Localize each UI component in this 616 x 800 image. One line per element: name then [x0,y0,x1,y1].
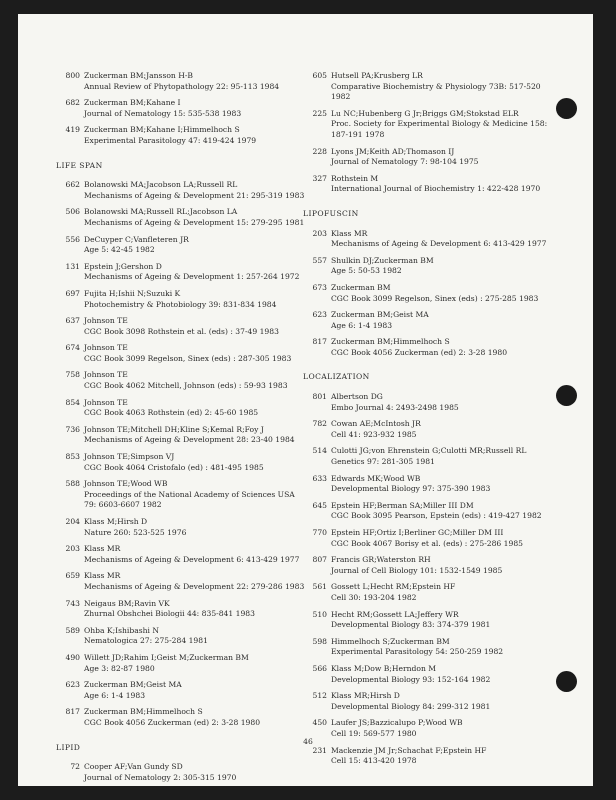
citation-entry [56,289,288,310]
citation-number: 853 [65,452,80,462]
citation-number: 512 [312,691,327,701]
citation-text [80,98,288,119]
citation-number: 758 [65,370,80,380]
citation-text [327,528,565,549]
citation-number: 623 [65,680,80,690]
citation-entry [56,599,288,620]
citation-entry [56,125,288,146]
citation-source: CGC Book 4063 Rothstein (ed) 2: 45-60 1985 [84,408,259,418]
citation-source: Comparative Biochemistry & Physiology 73B: 517-520 [331,81,541,91]
citation-source: Developmental Biology 97: 375-390 1983 [331,484,491,494]
left-column [56,71,305,789]
citation-source: 79: 6603-6607 1982 [84,500,162,510]
citation-text [327,664,565,685]
citation-authors: Willett JD;Rahim I;Geist M;Zuckerman BM [84,652,249,662]
page-number: 46 [303,737,313,746]
citation-text [80,707,288,728]
citation-number: 817 [65,707,80,717]
section-heading: LIPOFUSCIN [303,208,359,218]
citation-text [327,283,565,304]
citation-entry [56,370,288,391]
citation-number: 682 [65,98,80,108]
citation-source: Experimental Parasitology 47: 419-424 1979 [84,135,257,145]
citation-source: CGC Book 4067 Borisy et al. (eds) : 275-286 1985 [331,538,523,548]
citation-authors: Johnson TE [84,343,128,353]
citation-text [80,316,288,337]
citation-number: 490 [65,652,80,662]
citation-text [80,262,299,283]
citation-number: 770 [312,528,327,537]
citation-text [80,71,288,92]
citation-source: Developmental Biology 83: 374-379 1981 [331,620,491,630]
citation-source: Proceedings of the National Academy of Sciences USA [84,489,295,499]
citation-source: Mechanisms of Ageing & Development 21: 295-319 1983 [84,190,305,200]
citation-entry [303,501,565,522]
citation-authors: Zuckerman BM;Kahane I;Himmelhoch S [84,125,240,135]
citation-authors: Mackenzie JM Jr;Schachat F;Epstein HF [331,745,487,755]
citation-entry [56,207,305,228]
citation-authors: Epstein HF;Berman SA;Miller III DM [331,500,474,510]
citation-number: 327 [312,173,327,183]
citation-authors: Klass MR;Hirsh D [331,691,400,701]
citation-number: 561 [312,582,327,592]
citation-number: 659 [65,571,80,581]
citation-number: 605 [312,71,327,80]
citation-entry [303,446,565,467]
citation-text [80,370,288,391]
citation-source: CGC Book 4056 Zuckerman (ed) 2: 3-28 1980 [331,347,508,357]
citation-authors: Albertson DG [331,392,383,402]
citation-number: 514 [312,446,327,456]
citation-authors: Johnson TE [84,370,128,380]
citation-number: 228 [312,146,327,156]
citation-authors: Zuckerman BM;Himmelhoch S [84,707,203,717]
citation-source: Mechanisms of Ageing & Development 1: 257-264 1972 [84,272,300,282]
citation-entry [56,479,295,511]
citation-entry [56,424,295,446]
citation-authors: Zuckerman BM;Geist MA [84,680,182,690]
citation-number: 673 [312,282,327,292]
citation-source: Annual Review of Phytopathology 22: 95-113 1984 [84,81,280,91]
citation-number: 506 [65,207,80,217]
citation-authors: Bolanowski MA;Russell RL;Jacobson LA [84,207,238,217]
citation-number: 662 [65,180,80,190]
citation-source: Cell 15: 413-420 1978 [331,756,417,766]
citation-authors: Culotti JG;von Ehrenstein G;Culotti MR;Russell RL [331,446,527,456]
citation-entry [303,528,565,549]
citation-authors: Klass M;Dow B;Herndon M [331,663,437,673]
citation-source: Cell 30: 193-204 1982 [331,592,417,602]
citation-authors: Lu NC;Hubenberg G Jr;Briggs GM;Stokstad ELR [331,108,519,118]
citation-source: Age 6: 1-4 1983 [84,690,146,700]
citation-text [327,147,565,168]
citation-source: International Journal of Biochemistry 1: 422-428 1970 [331,184,541,194]
citation-number: 131 [65,261,80,271]
citation-source: Developmental Biology 84: 299-312 1981 [331,701,491,711]
citation-number: 743 [65,598,80,608]
citation-entry [303,310,565,331]
citation-source: Embo Journal 4: 2493-2498 1985 [331,402,459,412]
right-column [303,71,565,773]
citation-source: Nature 260: 523-525 1976 [84,527,187,537]
citation-number: 674 [65,343,80,353]
citation-entry [303,147,565,168]
citation-text [80,343,291,364]
citation-entry [56,98,288,119]
citation-entry [56,707,288,728]
citation-entry [303,582,565,603]
citation-authors: Klass M;Hirsh D [84,517,148,526]
citation-entry [303,637,565,658]
citation-text [80,235,288,256]
citation-number: 557 [312,255,327,265]
citation-source: Mechanisms of Ageing & Development 6: 413-429 1977 [84,554,300,564]
citation-text [327,555,565,576]
citation-entry [56,544,300,565]
citation-entry [303,664,565,685]
citation-entry [303,337,565,358]
citation-text [80,571,304,592]
citation-source: CGC Book 4062 Mitchell, Johnson (eds) : 59-93 1983 [84,381,288,391]
citation-entry [56,517,288,538]
citation-number: 854 [65,397,80,407]
citation-authors: Ohba K;Ishibashi N [84,625,160,635]
citation-text [80,762,288,783]
citation-text [327,691,565,712]
citation-authors: Zuckerman BM;Jansson H-B [84,71,193,80]
citation-authors: Hutsell PA;Krusberg LR [331,71,423,80]
citation-text [80,425,295,446]
citation-number: 645 [312,500,327,510]
citation-authors: Zuckerman BM [331,282,391,292]
citation-authors: Epstein HF;Ortiz I;Berliner GC;Miller DM III [331,528,504,537]
citation-authors: Zuckerman BM;Himmelhoch S [331,337,450,347]
citation-text [327,310,565,331]
citation-number: 419 [65,125,80,135]
citation-entry [303,174,565,195]
citation-source: Age 3: 82-87 1980 [84,663,155,673]
citation-text [80,599,288,620]
citation-number: 800 [65,71,80,80]
citation-source: CGC Book 4064 Cristofalo (ed) : 481-495 1985 [84,462,264,472]
citation-entry [303,555,565,576]
citation-text [327,474,565,495]
citation-entry [56,398,288,419]
citation-text [327,746,565,767]
citation-source: Age 6: 1-4 1983 [331,320,393,330]
citation-authors: Johnson TE [84,316,128,326]
citation-text [80,517,288,538]
citation-entry [303,229,565,250]
citation-source: Journal of Cell Biology 101: 1532-1549 1985 [331,565,503,575]
citation-entry [303,691,565,712]
citation-number: 736 [65,424,80,434]
citation-source: Journal of Nematology 2: 305-315 1970 [84,772,237,782]
citation-source: CGC Book 3099 Regelson, Sinex (eds) : 275-285 1983 [331,293,539,303]
citation-text [80,653,288,674]
section-heading: LIFE SPAN [56,160,103,170]
citation-number: 589 [65,625,80,635]
citation-number: 633 [312,473,327,483]
citation-authors: DeCuyper C;Vanfleteren JR [84,234,189,244]
citation-authors: Bolanowski MA;Jacobson LA;Russell RL [84,180,238,190]
citation-text [80,289,288,310]
citation-number: 817 [312,337,327,347]
citation-number: 623 [312,310,327,320]
citation-number: 598 [312,636,327,646]
citation-source: Developmental Biology 93: 152-164 1982 [331,674,491,684]
citation-text [327,337,565,358]
citation-entry [56,235,288,256]
citation-text [327,501,565,522]
citation-number: 203 [65,544,80,554]
citation-authors: Fujita H;Ishii N;Suzuki K [84,288,181,298]
citation-authors: Francis GR;Waterston RH [331,555,431,565]
citation-source: Cell 19: 569-577 1980 [331,728,417,738]
citation-source: Mechanisms of Ageing & Development 22: 279-286 1983 [84,581,305,591]
citation-entry [303,392,565,413]
citation-authors: Klass MR [331,228,368,238]
citation-source: Mechanisms of Ageing & Development 6: 413-429 1977 [331,239,547,249]
citation-authors: Johnson TE;Wood WB [84,479,168,489]
citation-authors: Hecht RM;Gossett LA;Jeffery WR [331,609,459,619]
citation-entry [303,256,565,277]
citation-authors: Rothstein M [331,173,379,183]
citation-text [327,419,565,440]
citation-authors: Laufer JS;Bazzicalupo P;Wood WB [331,718,463,728]
section-heading: LIPID [56,742,81,752]
citation-source: CGC Book 3098 Rothstein et al. (eds) : 37-49 1983 [84,326,279,336]
citation-authors: Cooper AF;Van Gundy SD [84,762,183,772]
citation-number: 204 [65,517,80,526]
citation-source: Genetics 97: 281-305 1981 [331,457,435,467]
citation-number: 807 [312,555,327,565]
citation-source: 1982 [331,92,351,102]
citation-entry [303,746,565,767]
citation-authors: Johnson TE;Mitchell DH;Kline S;Kemal R;Foy J [84,424,264,434]
citation-number: 801 [312,392,327,402]
citation-text [80,452,288,473]
citation-entry [56,680,288,701]
citation-authors: Johnson TE [84,397,128,407]
citation-source: 187-191 1978 [331,129,385,139]
citation-entry [56,180,305,201]
citation-text [327,610,565,631]
citation-source: Zhurnal Obshchei Biologii 44: 835-841 1983 [84,609,255,619]
citation-authors: Edwards MK;Wood WB [331,473,421,483]
citation-authors: Shulkin DJ;Zuckerman BM [331,255,434,265]
citation-authors: Himmelhoch S;Zuckerman BM [331,636,450,646]
citation-authors: Neigaus BM;Ravin VK [84,598,170,608]
citation-source: Journal of Nematology 15: 535-538 1983 [84,108,242,118]
citation-text [327,229,565,250]
citation-number: 510 [312,609,327,619]
citation-text [80,680,288,701]
citation-text [80,544,299,565]
citation-source: CGC Book 3099 Regelson, Sinex (eds) : 287-305 1983 [84,353,292,363]
citation-source: Cell 41: 923-932 1985 [331,429,417,439]
citation-number: 566 [312,663,327,673]
citation-authors: Johnson TE;Simpson VJ [84,452,175,462]
citation-entry [303,610,565,631]
citation-entry [56,71,288,92]
citation-source: Nematologica 27: 275-284 1981 [84,636,208,646]
citation-number: 697 [65,288,80,298]
citation-entry [56,626,288,647]
citation-entry [56,452,288,473]
citation-number: 782 [312,419,327,429]
citation-number: 588 [65,479,80,489]
citation-text [327,256,565,277]
citation-text [327,71,565,103]
citation-source: CGC Book 4056 Zuckerman (ed) 2: 3-28 1980 [84,717,261,727]
citation-authors: Cowan AE;McIntosh JR [331,419,421,429]
citation-entry [303,71,565,103]
citation-source: Age 5: 50-53 1982 [331,266,402,276]
citation-text [80,180,304,201]
citation-text [327,174,565,195]
citation-entry [56,653,288,674]
citation-number: 556 [65,234,80,244]
citation-text [80,479,295,511]
citation-source: Mechanisms of Ageing & Development 28: 23-40 1984 [84,435,295,445]
citation-authors: Klass MR [84,544,121,554]
citation-authors: Lyons JM;Keith AD;Thomason IJ [331,146,455,156]
citation-authors: Epstein J;Gershon D [84,261,162,271]
citation-authors: Zuckerman BM;Geist MA [331,310,429,320]
citation-authors: Klass MR [84,571,121,581]
citation-entry [56,316,288,337]
citation-source: Proc. Society for Experimental Biology & Medicine 158: [331,119,548,129]
citation-entry [56,571,305,592]
citation-entry [303,474,565,495]
citation-authors: Gossett L;Hecht RM;Epstein HF [331,582,456,592]
citation-number: 225 [312,108,327,118]
citation-source: Mechanisms of Ageing & Development 15: 279-295 1981 [84,217,305,227]
citation-entry [303,419,565,440]
citation-source: Age 5: 42-45 1982 [84,245,155,255]
citation-entry [56,261,300,283]
citation-source: Experimental Parasitology 54: 250-259 1982 [331,647,504,657]
citation-text [80,207,304,228]
citation-number: 203 [312,228,327,238]
citation-text [80,125,288,146]
citation-entry [303,283,565,304]
citation-text [80,626,288,647]
citation-text [327,446,565,467]
citation-entry [56,762,288,783]
citation-entry [303,109,565,141]
citation-number: 72 [70,762,80,772]
citation-entry [56,343,292,364]
citation-source: CGC Book 3095 Pearson, Epstein (eds) : 419-427 1982 [331,511,542,521]
citation-source: Journal of Nematology 7: 98-104 1975 [331,157,479,167]
citation-text [327,637,565,658]
citation-authors: Zuckerman BM;Kahane I [84,98,181,108]
citation-source: Photochemistry & Photobiology 39: 831-834 1984 [84,299,277,309]
citation-number: 231 [312,745,327,755]
citation-text [327,109,565,141]
citation-number: 637 [65,316,80,326]
citation-text [327,392,565,413]
citation-number: 450 [312,718,327,728]
citation-text [327,582,565,603]
citation-text [80,398,288,419]
section-heading: LOCALIZATION [303,372,370,382]
